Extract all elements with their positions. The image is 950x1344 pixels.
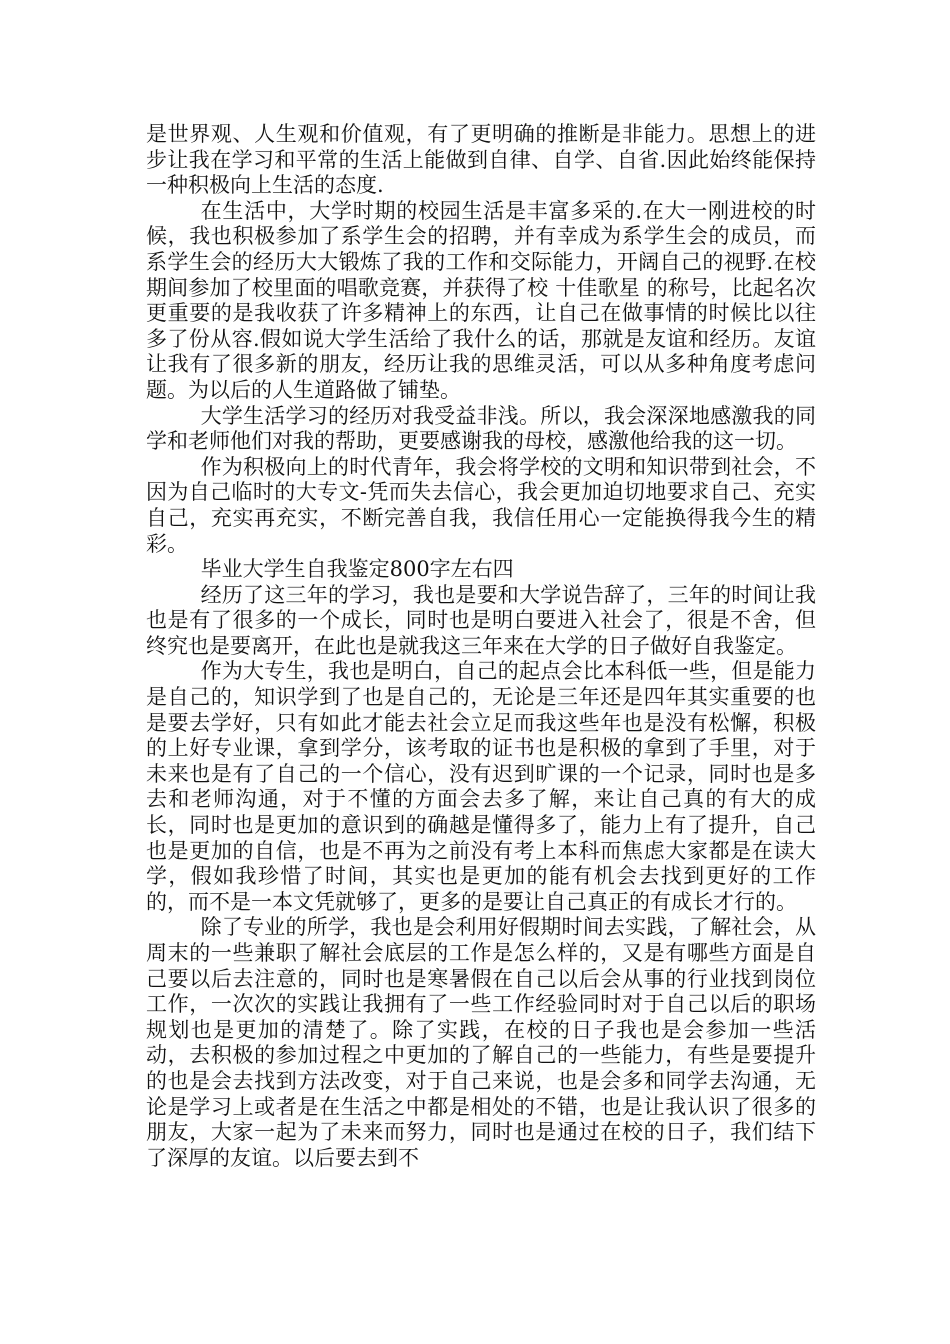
document-page [146, 122, 816, 1171]
paragraph-practice: 除了专业的所学，我也是会利用好假期时间去实践，了解社会，从周末的一些兼职了解社会底层的工作是怎么样的，又是有哪些方面是自己要以后去注意的，同时也是寒暑假在自己以后会从事的行业找到岗位工作，一次次的实践让我拥有了一些工作经验同时对于自己以后的职场规划也是更加的清楚了。除了实践，在校的日子我也是会参加一些活动，去积极的参加过程之中更加的了解自己的一些能力，有些是要提升的也是会去找到方法改变，对于自己来说，也是会多和同学去沟通，无论是学习上或者是在生活之中都是相处的不错，也是让我认识了很多的朋友，大家一起为了未来而努力，同时也是通过在校的日子，我们结下了深厚的友谊。以后要去到不 [146, 915, 816, 1170]
paragraph-continuation: 是世界观、人生观和价值观，有了更明确的推断是非能力。思想上的进步让我在学习和平常的生活上能做到自律、自学、自省.因此始终能保持一种积极向上生活的态度. [146, 122, 816, 198]
paragraph-junior-college: 作为大专生，我也是明白，自己的起点会比本科低一些，但是能力是自己的，知识学到了也是自己的，无论是三年还是四年其实重要的也是要去学好，只有如此才能去社会立足而我这些年也是没有松懈，积极的上好专业课，拿到学分，该考取的证书也是积极的拿到了手里，对于未来也是有了自己的一个信心，没有迟到旷课的一个记录，同时也是多去和老师沟通，对于不懂的方面会去多了解，来让自己真的有大的成长，同时也是更加的意识到的确越是懂得多了，能力上有了提升，自己也是更加的自信，也是不再为之前没有考上本科而焦虑大家都是在读大学，假如我珍惜了时间，其实也是更加的能有机会去找到更好的工作的，而不是一本文凭就够了，更多的是要让自己真正的有成长才行的。 [146, 659, 816, 914]
paragraph-campus-life: 在生活中，大学时期的校园生活是丰富多采的.在大一刚进校的时候，我也积极参加了系学生会的招聘，并有幸成为系学生会的成员，而系学生会的经历大大锻炼了我的工作和交际能力，开阔自己的视野.在校期间参加了校里面的唱歌竞赛，并获得了校 十佳歌星 的称号，比起名次更重要的是我收获了许多精神上的东西，让自己在做事情的时候比以往多了份从容.假如说大学生活给了我什么的话，那就是友谊和经历。友谊让我有了很多新的朋友，经历让我的思维灵活，可以从多种角度考虑问题。为以后的人生道路做了铺垫。 [146, 198, 816, 402]
paragraph-three-years: 经历了这三年的学习，我也是要和大学说告辞了，三年的时间让我也是有了很多的一个成长，同时也是明白要进入社会了，很是不舍，但终究也是要离开，在此也是就我这三年来在大学的日子做好自我鉴定。 [146, 582, 816, 658]
section-heading: 毕业大学生自我鉴定800字左右四 [200, 557, 514, 582]
paragraph-gratitude: 大学生活学习的经历对我受益非浅。所以，我会深深地感激我的同学和老师他们对我的帮助，更要感谢我的母校，感激他给我的这一切。 [146, 403, 816, 454]
paragraph-future: 作为积极向上的时代青年，我会将学校的文明和知识带到社会，不因为自己临时的大专文-凭而失去信心，我会更加迫切地要求自己、充实自己，充实再充实，不断完善自我，我信任用心一定能换得我今生的精彩。 [146, 454, 816, 556]
